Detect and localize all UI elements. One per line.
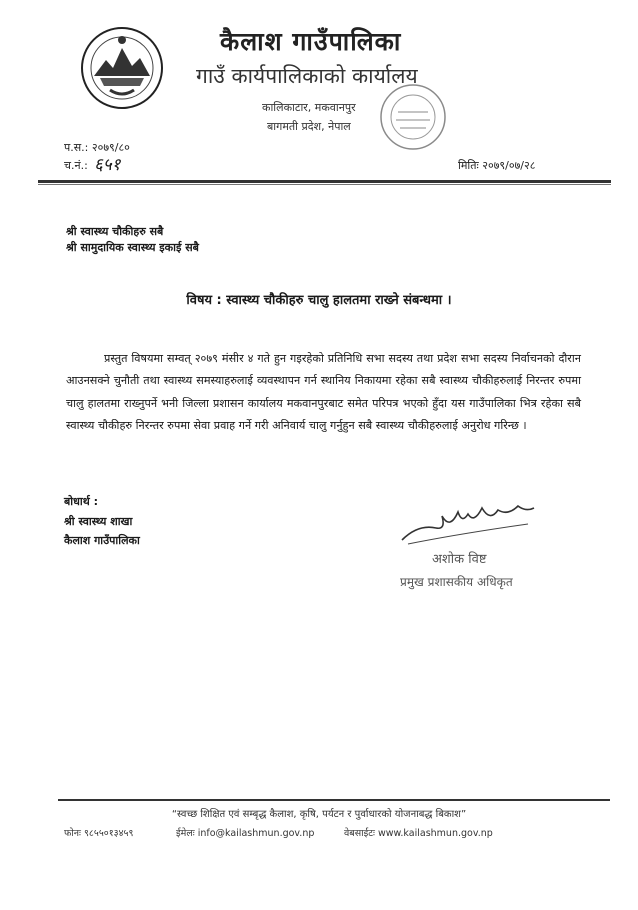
footer-divider [58, 799, 610, 801]
letter-date: मितिः २०७९/०७/२८ [458, 159, 536, 172]
signature-icon [398, 494, 538, 548]
office-name: गाउँ कार्यपालिकाको कार्यालय [196, 64, 418, 88]
chalani-number-value: ६५१ [94, 155, 121, 175]
cc-line-2: कैलाश गाउँपालिका [64, 534, 140, 547]
footer-email: ईमेलः info@kailashmun.gov.np [176, 828, 315, 839]
address-line-2: बागमती प्रदेश, नेपाल [267, 120, 351, 133]
chalani-number-label: च.नं.: [64, 159, 88, 172]
signatory-title: प्रमुख प्रशासकीय अधिकृत [400, 575, 513, 589]
letter-body: प्रस्तुत विषयमा सम्वत् २०७९ मंसीर ४ गते हुन गइरहेको प्रतिनिधि सभा सदस्य तथा प्रदेश सभा सदस्य निर्वाचनको दौरान आउनसक्ने चुनौती तथा स्वास्थ्य समस्याहरुलाई व्यवस्थापन गर्न स्थानिय निकायमा रहेका सबै स्वास्थ्य चौकीहरुलाई निरन्तर रुपमा चालु हालतमा राख्नुपर्ने भनी जिल्ला प्रशासन कार्यालय मकवानपुरबाट समेत परिपत्र भएको हुँदा यस गाउँपालिका भित्र रहेका सबै स्वास्थ्य चौकीहरु निरन्तर रुपमा सेवा प्रवाह गर्ने गरी अनिवार्य चालु गर्नुहुन सबै स्वास्थ्य चौकीहरुलाई अनुरोध गरिन्छ । [66, 352, 581, 433]
subject-line: विषय : स्वास्थ्य चौकीहरु चालु हालतमा राख्ने संबन्धमा । [186, 293, 452, 308]
header-divider [38, 180, 611, 183]
footer-phone: फोनः ९८५५०१३४५९ [64, 828, 134, 839]
footer-website: वेबसाईटः www.kailashmun.gov.np [344, 828, 493, 839]
recipient-line-2: श्री सामुदायिक स्वास्थ्य इकाई सबै [66, 241, 199, 254]
cc-line-1: श्री स्वास्थ्य शाखा [64, 515, 133, 528]
patra-sankhya: प.स.: २०७९/८० [64, 141, 130, 154]
recipient-line-1: श्री स्वास्थ्य चौकीहरु सबै [66, 225, 164, 238]
address-line-1: कालिकाटार, मकवानपुर [262, 101, 356, 114]
header-divider-thin [38, 184, 611, 185]
cc-label: बोधार्थ : [64, 495, 99, 508]
signatory-name: अशोक विष्ट [432, 552, 487, 567]
footer-motto: “स्वच्छ शिक्षित एवं सम्बृद्ध कैलाश, कृषि, पर्यटन र पुर्वाधारको योजनाबद्ध बिकाश” [171, 809, 467, 820]
office-stamp-icon [378, 82, 448, 152]
government-emblem-icon [80, 26, 164, 110]
organization-name: कैलाश गाउँपालिका [220, 27, 402, 56]
